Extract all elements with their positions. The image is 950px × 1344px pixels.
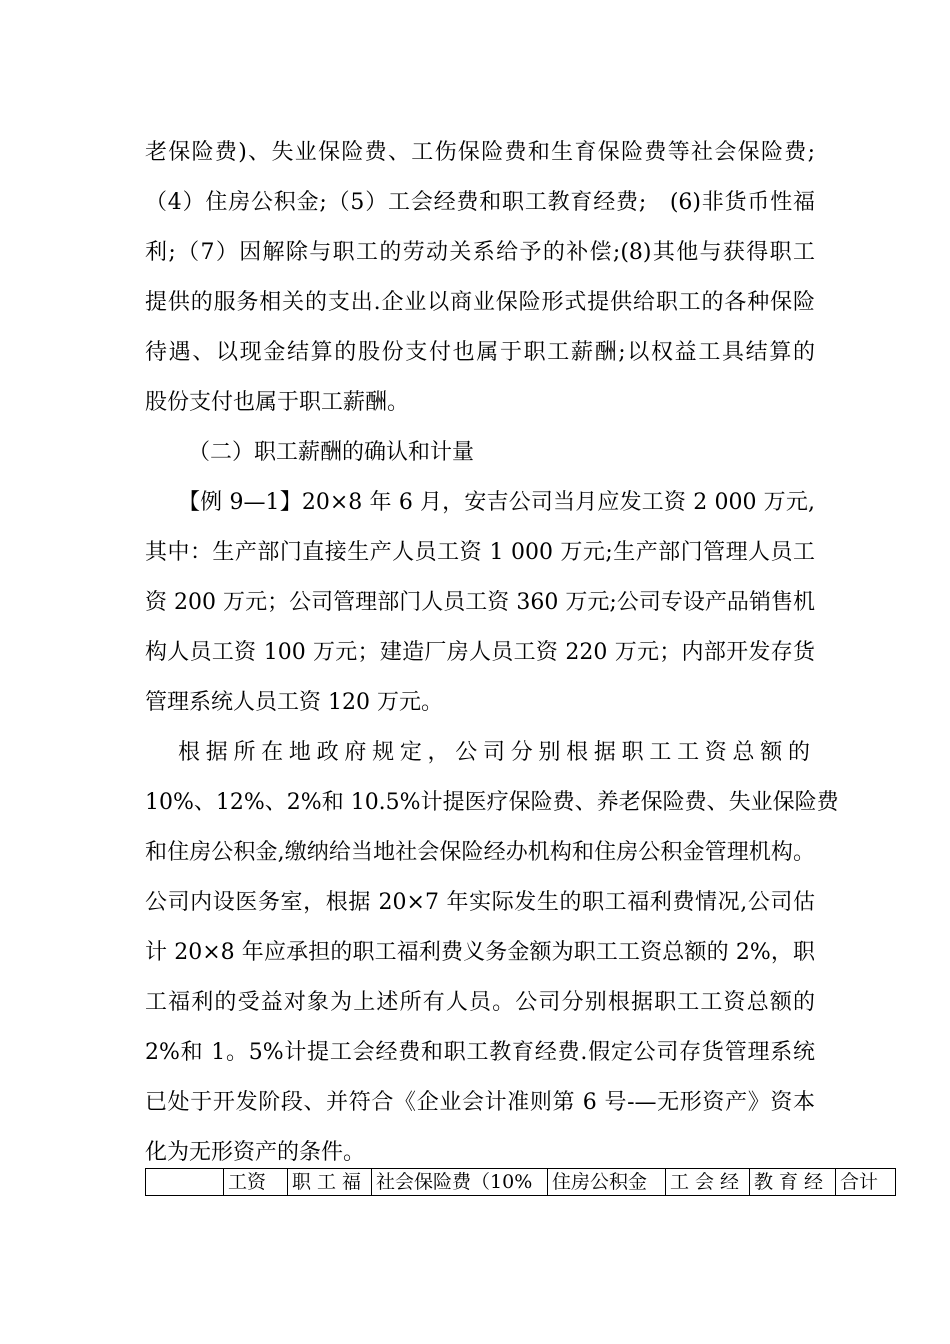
example-line-4: 构人员工资 100 万元；建造厂房人员工资 220 万元；内部开发存货 bbox=[145, 640, 815, 665]
paragraph1-line-4: 提供的服务相关的支出.企业以商业保险形式提供给职工的各种保险 bbox=[145, 290, 815, 315]
paragraph1-line-5: 待遇、以现金结算的股份支付也属于职工薪酬;以权益工具结算的 bbox=[145, 340, 815, 365]
paragraph2-line-6: 工福利的受益对象为上述所有人员。公司分别根据职工工资总额的 bbox=[145, 990, 815, 1015]
section-heading: （二）职工薪酬的确认和计量 bbox=[188, 440, 475, 465]
paragraph2-line-4: 公司内设医务室，根据 20×7 年实际发生的职工福利费情况,公司估 bbox=[145, 890, 815, 915]
paragraph2-line-8: 已处于开发阶段、并符合《企业会计准则第 6 号-—无形资产》资本 bbox=[145, 1090, 815, 1115]
paragraph1-line-1: 老保险费)、失业保险费、工伤保险费和生育保险费等社会保险费; bbox=[145, 140, 815, 165]
example-line-3: 资 200 万元；公司管理部门人员工资 360 万元;公司专设产品销售机 bbox=[145, 590, 815, 615]
header-cell-social-insurance: 社会保险费（10% bbox=[372, 1169, 548, 1196]
header-cell-wage: 工资 bbox=[224, 1169, 288, 1196]
header-cell-housing-fund: 住房公积金 bbox=[548, 1169, 666, 1196]
fee-allocation-table bbox=[145, 1168, 896, 1196]
paragraph2-line-2: 10%、12%、2%和 10.5%计提医疗保险费、养老保险费、失业保险费 bbox=[145, 790, 839, 815]
header-cell-blank bbox=[146, 1169, 224, 1196]
header-cell-welfare: 职工福 bbox=[288, 1169, 372, 1196]
header-cell-education-fee: 教育经 bbox=[750, 1169, 836, 1196]
header-cell-total: 合计 bbox=[836, 1169, 896, 1196]
table-header-row bbox=[146, 1169, 896, 1196]
paragraph2-line-1: 根据所在地政府规定，公司分别根据职工工资总额的 bbox=[178, 740, 815, 765]
example-line-2: 其中：生产部门直接生产人员工资 1 000 万元;生产部门管理人员工 bbox=[145, 540, 815, 565]
paragraph1-line-2: （4）住房公积金;（5）工会经费和职工教育经费; (6)非货币性福 bbox=[145, 190, 815, 215]
paragraph1-line-3: 利;（7）因解除与职工的劳动关系给予的补偿;(8)其他与获得职工 bbox=[145, 240, 815, 265]
paragraph2-line-9: 化为无形资产的条件。 bbox=[145, 1140, 366, 1165]
header-cell-union-fee: 工会经 bbox=[666, 1169, 750, 1196]
paragraph1-line-6: 股份支付也属于职工薪酬。 bbox=[145, 390, 410, 415]
example-line-1: 【例 9—1】20×8 年 6 月，安吉公司当月应发工资 2 000 万元, bbox=[178, 490, 815, 515]
paragraph2-line-7: 2%和 1。5%计提工会经费和职工教育经费.假定公司存货管理系统 bbox=[145, 1040, 815, 1065]
paragraph2-line-5: 计 20×8 年应承担的职工福利费义务金额为职工工资总额的 2%，职 bbox=[145, 940, 815, 965]
paragraph2-line-3: 和住房公积金,缴纳给当地社会保险经办机构和住房公积金管理机构。 bbox=[145, 840, 815, 865]
example-line-5: 管理系统人员工资 120 万元。 bbox=[145, 690, 443, 715]
